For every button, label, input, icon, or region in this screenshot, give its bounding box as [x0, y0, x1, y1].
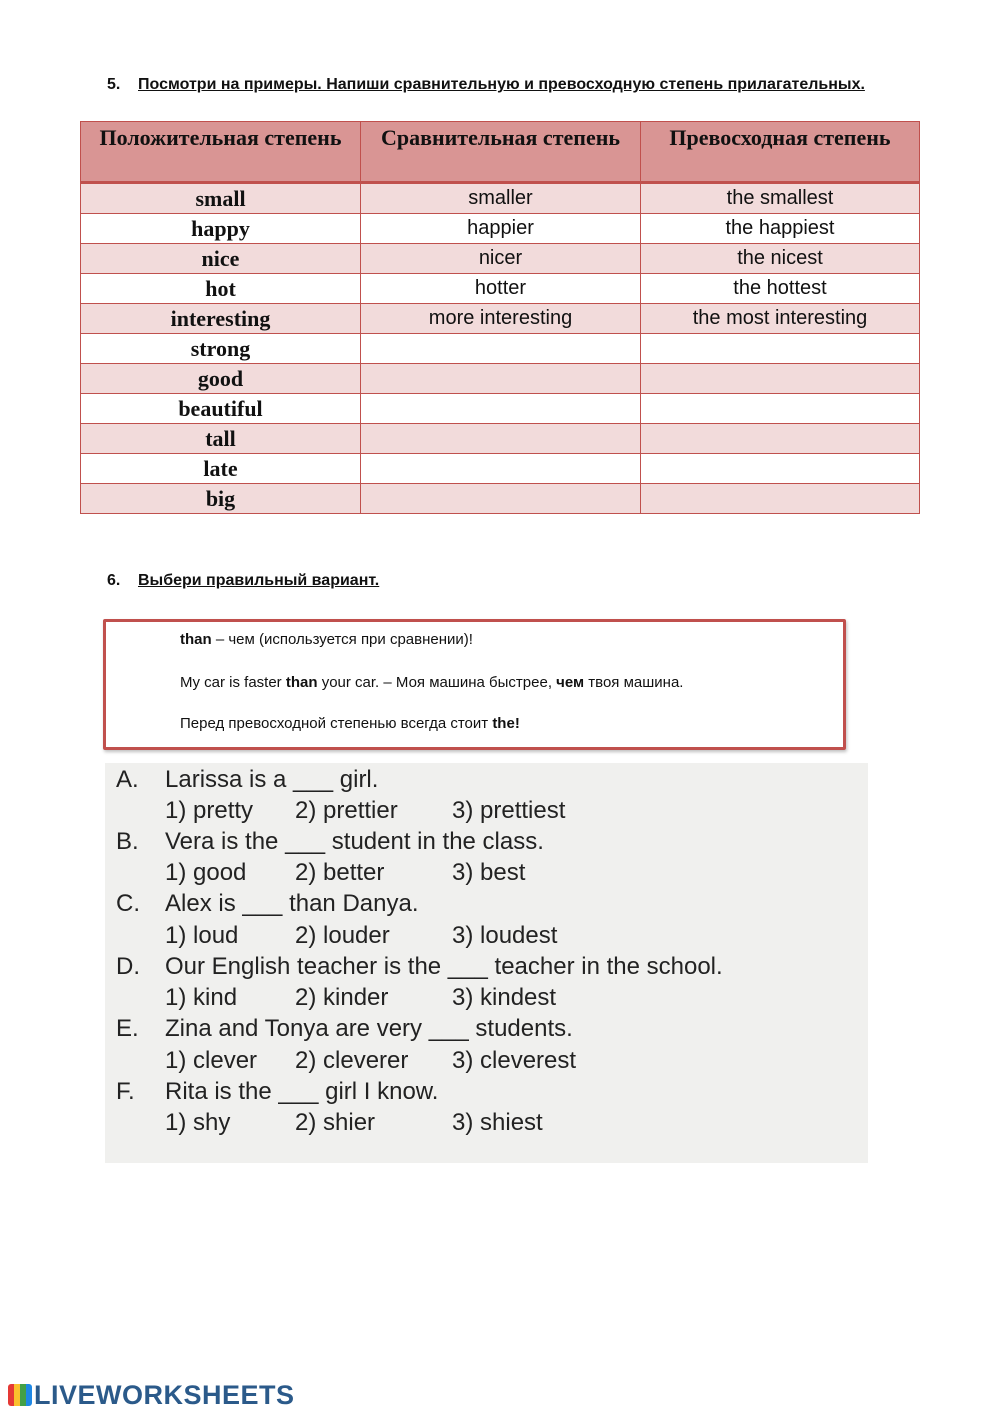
cell-comparative: nicer	[361, 244, 641, 274]
table-row	[81, 394, 920, 424]
task-5-text: Посмотри на примеры. Напиши сравнительную и превосходную степень прилагательных.	[138, 76, 865, 93]
rule-example-part-e: твоя машина.	[584, 674, 684, 691]
option[interactable]: 3) shiest	[452, 1109, 543, 1136]
rule-than-bold: than	[180, 631, 212, 648]
table-row	[81, 214, 920, 244]
question-text: Zina and Tonya are very ___ students.	[165, 1015, 573, 1042]
answer-input-superlative[interactable]	[641, 394, 920, 424]
table-row	[81, 183, 920, 214]
task-6-text: Выбери правильный вариант.	[138, 572, 380, 589]
option[interactable]: 1) clever	[165, 1047, 258, 1074]
rule-line-3	[180, 715, 520, 732]
liveworksheets-logo-icon	[8, 1384, 32, 1406]
rule-example-part-a: My car is faster	[180, 674, 286, 691]
cell-positive: beautiful	[81, 394, 361, 424]
option[interactable]: 3) best	[452, 859, 526, 886]
cell-positive: happy	[81, 214, 361, 244]
rule-line-1	[180, 631, 473, 648]
table-row	[81, 274, 920, 304]
rule-line-2	[180, 674, 683, 691]
cell-positive: interesting	[81, 304, 361, 334]
option[interactable]: 2) better	[295, 859, 385, 886]
question-letter: B.	[116, 828, 139, 855]
cell-comparative: hotter	[361, 274, 641, 304]
liveworksheets-logo[interactable]	[8, 1380, 295, 1411]
table-row	[81, 424, 920, 454]
cell-superlative: the smallest	[641, 183, 920, 214]
header-comparative: Сравнительная степень	[361, 122, 641, 183]
header-positive: Положительная степень	[81, 122, 361, 183]
answer-input-comparative[interactable]	[361, 394, 641, 424]
cell-comparative: smaller	[361, 183, 641, 214]
option[interactable]: 1) good	[165, 859, 247, 886]
option[interactable]: 2) prettier	[295, 797, 398, 824]
table-row	[81, 364, 920, 394]
option[interactable]: 2) shier	[295, 1109, 376, 1136]
option[interactable]: 1) pretty	[165, 797, 254, 824]
option[interactable]: 1) loud	[165, 922, 239, 949]
question-text: Our English teacher is the ___ teacher in the school.	[165, 953, 723, 980]
answer-input-superlative[interactable]	[641, 454, 920, 484]
answer-input-superlative[interactable]	[641, 364, 920, 394]
rule-example-chem: чем	[556, 674, 585, 691]
header-superlative: Превосходная степень	[641, 122, 920, 183]
question-text: Larissa is a ___ girl.	[165, 766, 379, 793]
cell-positive: small	[81, 183, 361, 214]
table-row	[81, 454, 920, 484]
rule-box	[103, 619, 846, 750]
cell-superlative: the nicest	[641, 244, 920, 274]
rule-than-text: – чем (используется при сравнении)!	[211, 631, 473, 648]
answer-input-comparative[interactable]	[361, 454, 641, 484]
question-letter: E.	[116, 1015, 139, 1042]
task-6-title	[107, 572, 379, 590]
rule-example-part-c: your car. – Моя машина быстрее,	[317, 674, 557, 691]
task-5-title	[107, 76, 865, 94]
answer-input-comparative[interactable]	[361, 424, 641, 454]
cell-comparative: more interesting	[361, 304, 641, 334]
answer-input-superlative[interactable]	[641, 484, 920, 514]
question-text: Rita is the ___ girl I know.	[165, 1078, 439, 1105]
options-e	[165, 1047, 576, 1075]
cell-positive: tall	[81, 424, 361, 454]
table-row	[81, 484, 920, 514]
answer-input-comparative[interactable]	[361, 484, 641, 514]
question-letter: F.	[116, 1078, 135, 1105]
cell-positive: nice	[81, 244, 361, 274]
task-6-number: 6.	[107, 572, 121, 589]
adjectives-table	[80, 121, 920, 514]
question-letter: C.	[116, 890, 140, 917]
answer-input-comparative[interactable]	[361, 334, 641, 364]
options-b	[165, 859, 525, 887]
option[interactable]: 2) cleverer	[295, 1047, 409, 1074]
option[interactable]: 1) kind	[165, 984, 238, 1011]
option[interactable]: 3) prettiest	[452, 797, 566, 824]
cell-positive: big	[81, 484, 361, 514]
table-row	[81, 334, 920, 364]
cell-comparative: happier	[361, 214, 641, 244]
cell-positive: strong	[81, 334, 361, 364]
rule-the-bold: the!	[492, 715, 520, 732]
cell-superlative: the happiest	[641, 214, 920, 244]
scanned-exercise	[105, 763, 868, 1163]
cell-superlative: the most interesting	[641, 304, 920, 334]
answer-input-superlative[interactable]	[641, 424, 920, 454]
table-row	[81, 304, 920, 334]
question-text: Alex is ___ than Danya.	[165, 890, 419, 917]
option[interactable]: 1) shy	[165, 1109, 231, 1136]
task-5-number: 5.	[107, 76, 121, 93]
options-a	[165, 797, 565, 825]
table-row	[81, 244, 920, 274]
option[interactable]: 3) kindest	[452, 984, 557, 1011]
rule-example-than: than	[285, 674, 318, 691]
table-header-row	[81, 122, 920, 183]
option[interactable]: 2) kinder	[295, 984, 389, 1011]
options-c	[165, 922, 557, 950]
answer-input-comparative[interactable]	[361, 364, 641, 394]
option[interactable]: 3) cleverest	[452, 1047, 577, 1074]
cell-superlative: the hottest	[641, 274, 920, 304]
question-letter: A.	[116, 766, 139, 793]
options-f	[165, 1109, 543, 1137]
options-d	[165, 984, 556, 1012]
option[interactable]: 2) louder	[295, 922, 390, 949]
cell-positive: late	[81, 454, 361, 484]
rule-superlative-text: Перед превосходной степенью всегда стоит	[180, 715, 493, 732]
logo-text: LIVEWORKSHEETS	[34, 1380, 295, 1410]
cell-positive: good	[81, 364, 361, 394]
option[interactable]: 3) loudest	[452, 922, 558, 949]
answer-input-superlative[interactable]	[641, 334, 920, 364]
question-letter: D.	[116, 953, 140, 980]
question-text: Vera is the ___ student in the class.	[165, 828, 544, 855]
cell-positive: hot	[81, 274, 361, 304]
